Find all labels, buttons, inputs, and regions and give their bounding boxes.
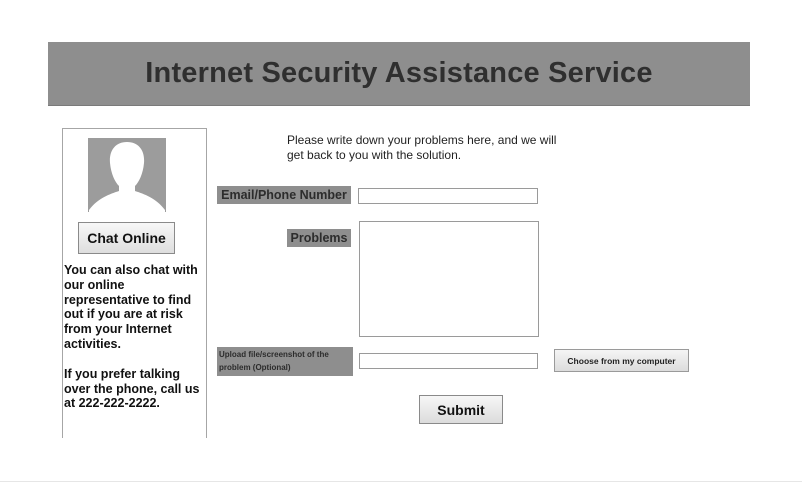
chat-info-text: You can also chat with our online representative to find out if you are at risk from your Internet activities. xyxy=(64,263,198,351)
problems-label: Problems xyxy=(287,229,351,247)
problems-textarea[interactable] xyxy=(359,221,539,337)
phone-info-text: If you prefer talking over the phone, call us at 222-222-2222. xyxy=(64,366,200,411)
choose-file-button[interactable]: Choose from my computer xyxy=(554,349,689,372)
chat-sidebar xyxy=(62,128,207,438)
user-silhouette-icon xyxy=(88,138,166,212)
header-banner xyxy=(48,42,750,106)
email-phone-input[interactable] xyxy=(358,188,538,204)
form-instructions: Please write down your problems here, and we will get back to you with the solution. xyxy=(287,133,557,162)
submit-button[interactable]: Submit xyxy=(419,395,503,424)
upload-label: Upload file/screenshot of the problem (Optional) xyxy=(217,347,353,376)
chat-online-button[interactable]: Chat Online xyxy=(78,222,175,254)
upload-file-input[interactable] xyxy=(359,353,538,369)
email-phone-label: Email/Phone Number xyxy=(217,186,351,204)
sidebar-info-text xyxy=(64,263,206,411)
page-title: Internet Security Assistance Service xyxy=(145,57,653,89)
